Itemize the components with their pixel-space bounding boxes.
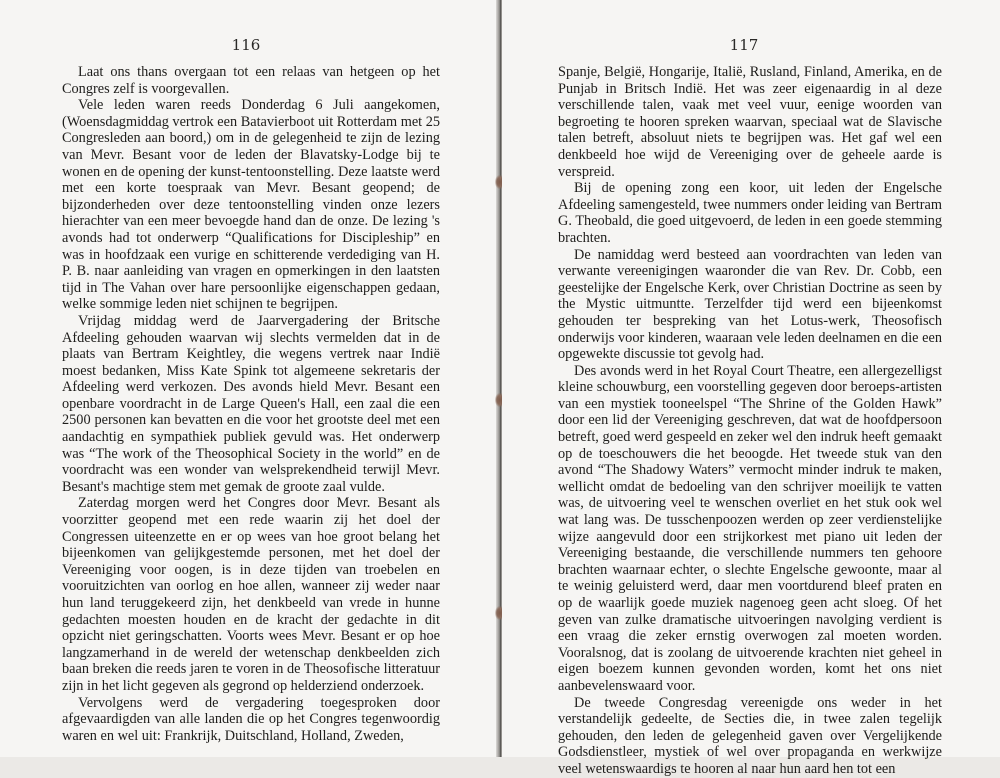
page-number-left: 116 xyxy=(231,36,261,54)
left-page xyxy=(0,0,498,757)
paragraph-continuation: Spanje, België, Hongarije, Italië, Rusland, Finland, Amerika, en de Punjab in Britsch Indië. Het was zeer eigenaardig in al deze verschillende talen, vaak met veel vuur, eenige woorden van begroeting te hooren spreken waarvan, speciaal wat de Slavische talen betreft, absoluut niets te begrijpen was. Het gaf wel een denkbeeld hoe wijd de Vereeniging over de geheele aarde is verspreid. xyxy=(558,64,942,180)
paragraph: Vele leden waren reeds Donderdag 6 Juli aangekomen, (Woensdagmiddag vertrok een Batavierboot uit Rotterdam met 25 Congresleden aan boord,) om in de gelegenheid te zijn de lezing van Mevr. Besant voor de leden der Blavatsky-Lodge bij te wonen en de opening der kunst-tentoonstelling. Deze laatste werd met een korte toespraak van Mevr. Besant geopend; de bijzonderheden over deze tentoonstelling vinden onze lezers hierachter van een meer bevoegde hand dan de onze. De lezing 's avonds had tot onderwerp “Qualifications for Discipleship” en was in hoofdzaak een vurige en schitterende verdediging van H. P. B. naar aanleiding van vragen en opmerkingen in den laatsten tijd in The Vahan over hare persoonlijke eigenschappen gedaan, welke sommige leden niet schijnen te begrijpen. xyxy=(62,97,441,313)
right-page xyxy=(502,0,1000,777)
paragraph: Laat ons thans overgaan tot een relaas van hetgeen op het Congres zelf is voorgevallen. xyxy=(62,64,440,97)
paragraph: Des avonds werd in het Royal Court Theatre, een allergezelligst kleine schouwburg, een voorstelling gegeven door beroeps-artisten van een mystiek tooneelspel “The Shrine of the Golden Hawk” door een lid der Vereeniging geschreven, dat wat de hoofdpersoon betreft, goed werd gespeeld en zeker wel den indruk heeft gemaakt op de toeschouwers die het beoogde. Het tweede stuk van den avond “The Shadowy Waters” vermocht minder indruk te maken, wellicht omdat de bedoeling van den schrijver moeilijk te vatten was, de uitvoering veel te wenschen overliet en het stuk ook wel wat lang was. De tusschenpoozen werden op zeer verdienstelijke wijze aangevuld door een strijkorkest met piano uit leden der Vereeniging bestaande, die verschillende nummers ten gehoore brachten waarnaar echter, o slechte Engelsche gewoonte, maar al te weinig geluisterd werd, daar men voortdurend bleef praten en op de waarlijk goede muziek nagenoeg geen acht sloeg. Of het geven van zulke dramatische uitvoeringen navolging verdient is een vraag die zeker ernstig overwogen zal moeten worden. Vooralsnog, dat is zoolang de uitvoerende krachten niet geheel in eigen boezem kunnen gevonden worden, komt het ons niet aanbevelenswaard voor. xyxy=(558,362,942,694)
right-page-text xyxy=(558,64,942,778)
paragraph: Vervolgens werd de vergadering toegesproken door afgevaardigden van alle landen die op het Congres tegenwoordig waren en wel uit: Frankrijk, Duitschland, Holland, Zweden, xyxy=(62,694,440,744)
paragraph: Bij de opening zong een koor, uit leden der Engelsche Afdeeling samengesteld, twee nummers onder leiding van Bertram G. Theobald, die goed uitgevoerd, de leden in een goede stemming brachten. xyxy=(558,180,942,246)
page-number-right: 117 xyxy=(729,36,759,54)
paragraph: Vrijdag middag werd de Jaarvergadering der Britsche Afdeeling gehouden waarvan wij slechts vermelden dat in de plaats van Bertram Keightley, die wegens vertrek naar Indië moest bedanken, Miss Kate Spink tot algemeene sekretaris der Afdeeling werd verkozen. Des avonds hield Mevr. Besant een openbare voordracht in de Large Queen's Hall, een zaal die een 2500 personen kan bevatten en die voor het grootste deel met een aandachtig en sympathiek publiek gevuld was. Het onderwerp was “The work of the Theosophical Society in the world” en de voordracht was een wonder van welsprekendheid terwijl Mevr. Besant's machtige stem met gemak de groote zaal vulde. xyxy=(62,312,440,495)
left-page-text xyxy=(62,64,440,744)
paragraph: Zaterdag morgen werd het Congres door Mevr. Besant als voorzitter geopend met een rede waarin zij het doel der Congressen uiteenzette en er op wees van hoe groot belang het bijeenkomen van gelijkgestemde personen, met het doel der Vereeniging voor oogen, is in deze tijden van troebelen en vooruitzichten van oorlog en hoe allen, wanneer zij weder naar hun land teruggekeerd zijn, het denkbeeld van vrede in hunne gedachten moesten houden en de kracht der gedachte in dit opzicht niet geringschatten. Voorts wees Mevr. Besant er op hoe langzamerhand in de wereld der wetenschap denkbeelden zich baan breken die reeds jaren te voren in de Theosofische litteratuur zijn in het licht gegeven als gegrond op helderziend onderzoek. xyxy=(62,495,440,694)
paragraph: De namiddag werd besteed aan voordrachten van leden van verwante vereenigingen waaronder die van Rev. Dr. Cobb, een geestelijke der Engelsche Kerk, over Christian Doctrine as seen by the Mystic uitmuntte. Terzelfder tijd werd een bijeenkomst gehouden ter bespreking van het Lotus-werk, Theosofisch onderwijs voor kinderen, waaraan vele leden deelnamen en die een opgewekte discussie tot gevolg had. xyxy=(558,246,942,363)
paragraph: De tweede Congresdag vereenigde ons weder in het verstandelijk gedeelte, de Secties die, in twee zalen tegelijk gehouden, den leden de gelegenheid gaven over Vergelijkende Godsdienstleer, mystiek of wel over propaganda en werkwijze veel wetenswaardigs te hooren al naar hun aard hen tot een xyxy=(558,694,942,777)
